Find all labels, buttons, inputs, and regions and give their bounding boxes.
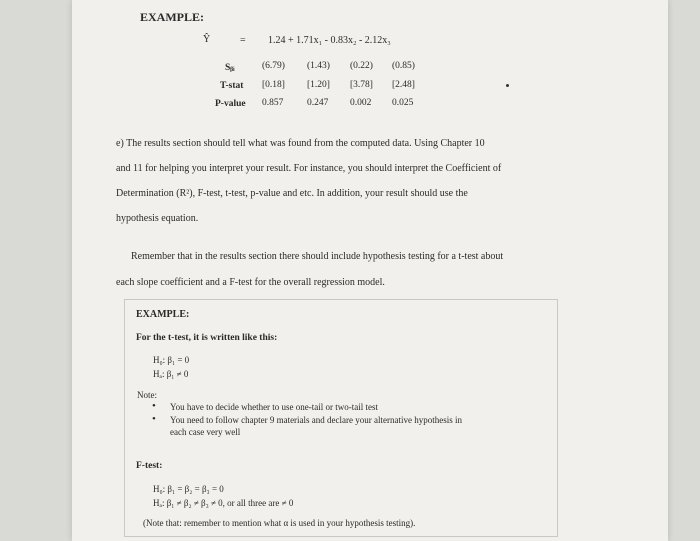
- stat-cell: [0.18]: [262, 80, 285, 90]
- stray-dot: [506, 84, 509, 87]
- ttest-null-hypothesis: H₀: β₁ = 0: [153, 355, 190, 365]
- stat-cell: (0.22): [350, 61, 373, 71]
- final-note: (Note that: remember to mention what α is used in your hypothesis testing).: [143, 518, 416, 528]
- stat-cell: [2.48]: [392, 80, 415, 90]
- remember-line: Remember that in the results section there should include hypothesis testing for a t-test about: [131, 251, 504, 262]
- regression-equation: 1.24 + 1.71x₁ - 0.83x₂ - 2.12x₃: [268, 35, 391, 46]
- bullet-icon: •: [152, 413, 156, 425]
- section-e-line: hypothesis equation.: [116, 213, 199, 224]
- stat-label-pvalue: P-value: [215, 99, 246, 109]
- example2-heading: EXAMPLE:: [136, 309, 190, 320]
- note-item-continued: each case very well: [170, 427, 241, 437]
- stat-label-tstat: T-stat: [220, 81, 244, 91]
- stat-cell: (1.43): [307, 61, 330, 71]
- note-item: You have to decide whether to use one-tail or two-tail test: [170, 402, 379, 412]
- remember-line: each slope coefficient and a F-test for the overall regression model.: [116, 277, 385, 288]
- stat-cell: (0.85): [392, 61, 415, 71]
- example-heading: EXAMPLE:: [140, 10, 204, 24]
- ftest-alt-hypothesis: Hₐ: β₁ ≠ β₂ ≠ β₃ ≠ 0, or all three are ≠ 0: [153, 498, 294, 508]
- stat-cell: 0.247: [307, 98, 329, 108]
- ttest-alt-hypothesis: Hₐ: β₁ ≠ 0: [153, 369, 189, 379]
- stat-cell: [3.78]: [350, 80, 373, 90]
- equation-equals: =: [240, 35, 246, 46]
- equation-lhs: Ŷ: [203, 34, 211, 45]
- ttest-intro: For the t-test, it is written like this:: [136, 333, 278, 343]
- section-e-line: e) The results section should tell what was found from the computed data. Using Chapter 10: [116, 138, 485, 149]
- stat-cell: 0.025: [392, 98, 414, 108]
- stat-cell: 0.002: [350, 98, 372, 108]
- stat-cell: [1.20]: [307, 80, 330, 90]
- stat-label-sb: Sᵦᵢ: [225, 63, 235, 73]
- section-e-line: and 11 for helping you interpret your result. For instance, you should interpret the Coefficient of: [116, 163, 502, 174]
- section-e-line: Determination (R²), F-test, t-test, p-value and etc. In addition, your result should use the: [116, 188, 468, 199]
- stat-cell: 0.857: [262, 98, 284, 108]
- note-label: Note:: [137, 390, 157, 400]
- ftest-label: F-test:: [136, 461, 163, 471]
- stat-cell: (6.79): [262, 61, 285, 71]
- bullet-icon: •: [152, 400, 156, 412]
- note-item: You need to follow chapter 9 materials and declare your alternative hypothesis in: [170, 415, 462, 425]
- ftest-null-hypothesis: H₀: β₁ = β₂ = β₃ = 0: [153, 484, 224, 494]
